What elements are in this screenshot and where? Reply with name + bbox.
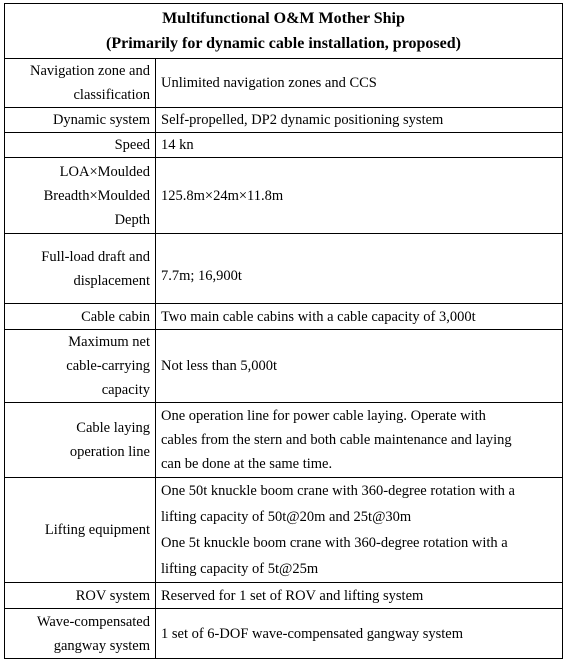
row-label xyxy=(5,158,156,234)
row-label xyxy=(5,133,156,158)
row-label xyxy=(5,330,156,403)
row-label xyxy=(5,234,156,304)
value-line: lifting capacity of 50t@20m and 25t@30m xyxy=(161,509,412,525)
table-row xyxy=(5,158,563,234)
row-value xyxy=(156,583,563,609)
row-value xyxy=(156,234,563,304)
table-title xyxy=(5,4,563,59)
row-label xyxy=(5,609,156,659)
row-label xyxy=(5,59,156,108)
value-line: Unlimited navigation zones and CCS xyxy=(161,75,377,91)
table-row xyxy=(5,59,563,108)
title-row xyxy=(5,4,563,59)
table-row xyxy=(5,304,563,330)
label-line: Full-load draft and xyxy=(41,248,150,265)
label-line: classification xyxy=(73,87,150,103)
row-value xyxy=(156,304,563,330)
row-value xyxy=(156,133,563,158)
label-line: operation line xyxy=(69,444,150,460)
row-value xyxy=(156,330,563,403)
value-line: One operation line for power cable laying. Operate with xyxy=(161,408,486,424)
table-row xyxy=(5,330,563,403)
row-value xyxy=(156,59,563,108)
label-line: Maximum net xyxy=(68,334,150,350)
value-line: cables from the stern and both cable maintenance and laying xyxy=(161,432,512,448)
label-line: ROV system xyxy=(75,587,150,604)
table-row xyxy=(5,403,563,478)
table-row xyxy=(5,234,563,304)
value-line: lifting capacity of 5t@25m xyxy=(161,561,319,577)
table-row xyxy=(5,478,563,583)
table-row xyxy=(5,133,563,158)
row-label xyxy=(5,403,156,478)
value-line: 125.8m×24m×11.8m xyxy=(161,187,284,204)
label-line: displacement xyxy=(73,272,150,289)
label-line: cable-carrying xyxy=(66,358,150,374)
spec-table xyxy=(4,3,563,659)
table-row xyxy=(5,108,563,133)
row-label xyxy=(5,583,156,609)
label-line: Cable laying xyxy=(76,420,150,436)
row-value xyxy=(156,108,563,133)
label-line: Cable cabin xyxy=(81,308,150,325)
label-line: Lifting equipment xyxy=(44,522,150,538)
value-line: Self-propelled, DP2 dynamic positioning system xyxy=(161,112,444,128)
value-line: can be done at the same time. xyxy=(161,456,333,472)
label-line: capacity xyxy=(101,382,150,398)
label-line: gangway system xyxy=(53,637,150,654)
value-line: 1 set of 6-DOF wave-compensated gangway system xyxy=(161,625,464,642)
value-line: Reserved for 1 set of ROV and lifting system xyxy=(161,587,424,604)
label-line: Wave-compensated xyxy=(36,613,150,630)
table-row xyxy=(5,609,563,659)
label-line: LOA×Moulded xyxy=(59,163,150,180)
row-value xyxy=(156,158,563,234)
row-label xyxy=(5,478,156,583)
value-line: 7.7m; 16,900t xyxy=(161,267,242,284)
value-line: 14 kn xyxy=(161,137,194,153)
value-line: One 50t knuckle boom crane with 360-degree rotation with a xyxy=(161,483,515,499)
row-label xyxy=(5,304,156,330)
value-line: One 5t knuckle boom crane with 360-degree rotation with a xyxy=(161,535,508,551)
label-line: Speed xyxy=(114,137,150,153)
row-label xyxy=(5,108,156,133)
row-value xyxy=(156,478,563,583)
label-line: Breadth×Moulded xyxy=(43,187,150,204)
label-line: Depth xyxy=(114,211,150,228)
row-value xyxy=(156,403,563,478)
title-line-1: Multifunctional O&M Mother Ship xyxy=(162,10,405,27)
label-line: Dynamic system xyxy=(52,112,150,128)
value-line: Two main cable cabins with a cable capacity of 3,000t xyxy=(161,308,476,325)
title-line-2: (Primarily for dynamic cable installation, proposed) xyxy=(106,35,461,52)
label-line: Navigation zone and xyxy=(30,63,150,79)
table-row xyxy=(5,583,563,609)
row-value xyxy=(156,609,563,659)
value-line: Not less than 5,000t xyxy=(161,358,277,374)
